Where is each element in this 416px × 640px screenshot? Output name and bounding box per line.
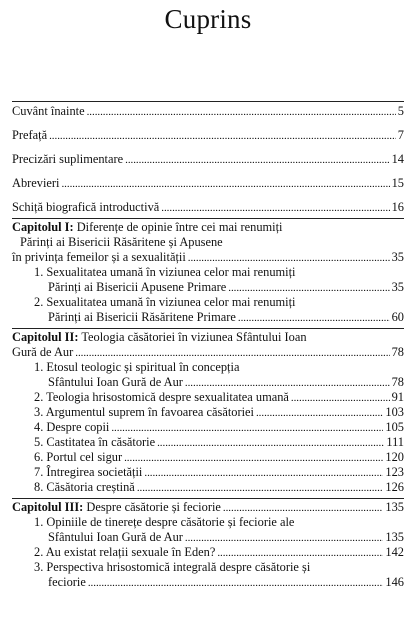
toc-entry-label: 2. Sexualitatea umană în viziunea celor mai renumiți <box>34 295 296 309</box>
dot-leader <box>125 153 389 168</box>
dot-leader <box>49 129 396 144</box>
toc-entry-label: 1. Sexualitatea umană în viziunea celor mai renumiți <box>34 265 296 279</box>
toc-entry-label: 7. Întregirea societății <box>34 465 143 479</box>
dot-leader <box>185 376 390 391</box>
toc-entry-label: Abrevieri <box>12 176 60 190</box>
toc-entry-page: 16 <box>391 200 404 214</box>
toc-entry-page: 7 <box>397 128 404 142</box>
toc-entry-page: 120 <box>385 450 404 464</box>
toc-subentry-continued <box>12 575 404 590</box>
toc-subentry[interactable] <box>12 295 404 310</box>
toc-entry-label: Prefață <box>12 128 48 142</box>
chapter-title-continued <box>12 235 404 250</box>
chapter-title-final <box>12 250 404 265</box>
chapter-title-line: Diferențe de opinie între cei mai renumiți <box>76 220 283 234</box>
toc-entry-label: feciorie <box>48 575 86 589</box>
toc-subentry[interactable] <box>12 360 404 375</box>
toc-entry-page: 123 <box>385 465 404 479</box>
chapter-heading[interactable] <box>12 330 404 345</box>
toc-subentry[interactable] <box>12 480 404 495</box>
dot-leader <box>291 391 390 406</box>
chapter-title-line: Despre căsătorie și feciorie <box>86 500 221 514</box>
toc-subentry-continued <box>12 530 404 545</box>
dot-leader <box>75 346 389 361</box>
toc-entry-page: 15 <box>391 176 404 190</box>
toc-subentry-continued <box>12 280 404 295</box>
toc-entry-clarifications[interactable] <box>12 152 404 167</box>
divider <box>12 218 404 219</box>
chapter-label: Capitolul I: <box>12 220 74 234</box>
dot-leader <box>137 481 384 496</box>
toc-entry-page: 91 <box>391 390 404 404</box>
toc-entry-page: 14 <box>391 152 404 166</box>
toc-entry-label: 1. Etosul teologic și spiritual în concepția <box>34 360 240 374</box>
chapter-title-line: în privința femeilor și a sexualității <box>12 250 186 264</box>
chapter-heading[interactable] <box>12 220 404 235</box>
chapter-label: Capitolul II: <box>12 330 79 344</box>
toc-subentry[interactable] <box>12 560 404 575</box>
chapter-title-line: Părinți ai Bisericii Răsăritene și Apusene <box>20 235 223 249</box>
dot-leader <box>228 281 389 296</box>
toc-subentry[interactable] <box>12 265 404 280</box>
toc-subentry[interactable] <box>12 465 404 480</box>
dot-leader <box>161 201 389 216</box>
toc-entry-page: 78 <box>391 345 404 359</box>
toc-entry-label: Sfântului Ioan Gură de Aur <box>48 530 183 544</box>
toc-entry-label: Sfântului Ioan Gură de Aur <box>48 375 183 389</box>
dot-leader <box>223 501 384 516</box>
toc-entry-page: 146 <box>385 575 404 589</box>
chapter-heading[interactable] <box>12 500 404 515</box>
chapter-heading-text <box>12 220 282 235</box>
toc-entry-label: 5. Castitatea în căsătorie <box>34 435 156 449</box>
chapter-label: Capitolul III: <box>12 500 84 514</box>
divider <box>12 498 404 499</box>
toc-subentry[interactable] <box>12 405 404 420</box>
toc-entry-label: 2. Teologia hrisostomică despre sexualitatea umană <box>34 390 289 404</box>
toc-subentry-continued <box>12 310 404 325</box>
chapter-title-line: Teologia căsătoriei în viziunea Sfântului Ioan <box>81 330 307 344</box>
toc-entry-label: 3. Perspectiva hrisostomică integrală despre căsătorie și <box>34 560 311 574</box>
toc-subentry[interactable] <box>12 450 404 465</box>
toc-entry-label: Părinți ai Bisericii Apusene Primare <box>48 280 227 294</box>
toc-entry-label: 4. Despre copii <box>34 420 110 434</box>
toc-entry-label: 8. Căsătoria creștină <box>34 480 135 494</box>
dot-leader <box>185 531 384 546</box>
dot-leader <box>111 421 383 436</box>
divider <box>12 101 404 102</box>
toc-entry-page: 111 <box>386 435 404 449</box>
divider <box>12 328 404 329</box>
toc-subentry[interactable] <box>12 390 404 405</box>
toc-entry-abbreviations[interactable] <box>12 176 404 191</box>
toc-entry-label: Părinți ai Bisericii Răsăritene Primare <box>48 310 236 324</box>
toc-entry-page: 135 <box>385 530 404 544</box>
chapter-heading-text <box>12 500 221 515</box>
dot-leader <box>217 546 383 561</box>
toc-entry-page: 105 <box>385 420 404 434</box>
dot-leader <box>256 406 383 421</box>
toc-entry-page: 126 <box>385 480 404 494</box>
toc-entry-label: 3. Argumentul suprem în favoarea căsătoriei <box>34 405 254 419</box>
dot-leader <box>88 576 384 591</box>
toc-entry-page: 5 <box>397 104 404 118</box>
dot-leader <box>87 105 396 120</box>
toc-entry-page: 78 <box>391 375 404 389</box>
toc-entry-label: 6. Portul cel sigur <box>34 450 123 464</box>
toc-subentry[interactable] <box>12 420 404 435</box>
toc-subentry[interactable] <box>12 435 404 450</box>
toc-subentry[interactable] <box>12 545 404 560</box>
chapter-title-line: Gură de Aur <box>12 345 74 359</box>
toc-subentry-continued <box>12 375 404 390</box>
toc-entry-label: 2. Au existat relații sexuale în Eden? <box>34 545 216 559</box>
dot-leader <box>124 451 383 466</box>
toc-entry-page: 60 <box>391 310 404 324</box>
dot-leader <box>144 466 383 481</box>
toc-entry-page: 142 <box>385 545 404 559</box>
toc-subentry[interactable] <box>12 515 404 530</box>
toc-entry-label: Schiță biografică introductivă <box>12 200 160 214</box>
chapter-title-final <box>12 345 404 360</box>
toc-entry-preface[interactable] <box>12 128 404 143</box>
page-title: Cuprins <box>164 4 252 34</box>
toc-entry-label: 1. Opiniile de tinerețe despre căsătorie și feciorie ale <box>34 515 295 529</box>
dot-leader <box>157 436 384 451</box>
table-of-contents <box>12 100 404 590</box>
toc-entry-label: Cuvânt înainte <box>12 104 85 118</box>
toc-entry-biography[interactable] <box>12 200 404 215</box>
toc-entry-foreword[interactable] <box>12 104 404 119</box>
chapter-heading-text <box>12 330 307 345</box>
dot-leader <box>61 177 389 192</box>
toc-entry-page: 35 <box>391 280 404 294</box>
toc-entry-label: Precizări suplimentare <box>12 152 124 166</box>
toc-entry-page: 103 <box>385 405 404 419</box>
toc-entry-page: 35 <box>391 250 404 264</box>
toc-entry-page: 135 <box>385 500 404 514</box>
dot-leader <box>188 251 390 266</box>
dot-leader <box>238 311 390 326</box>
